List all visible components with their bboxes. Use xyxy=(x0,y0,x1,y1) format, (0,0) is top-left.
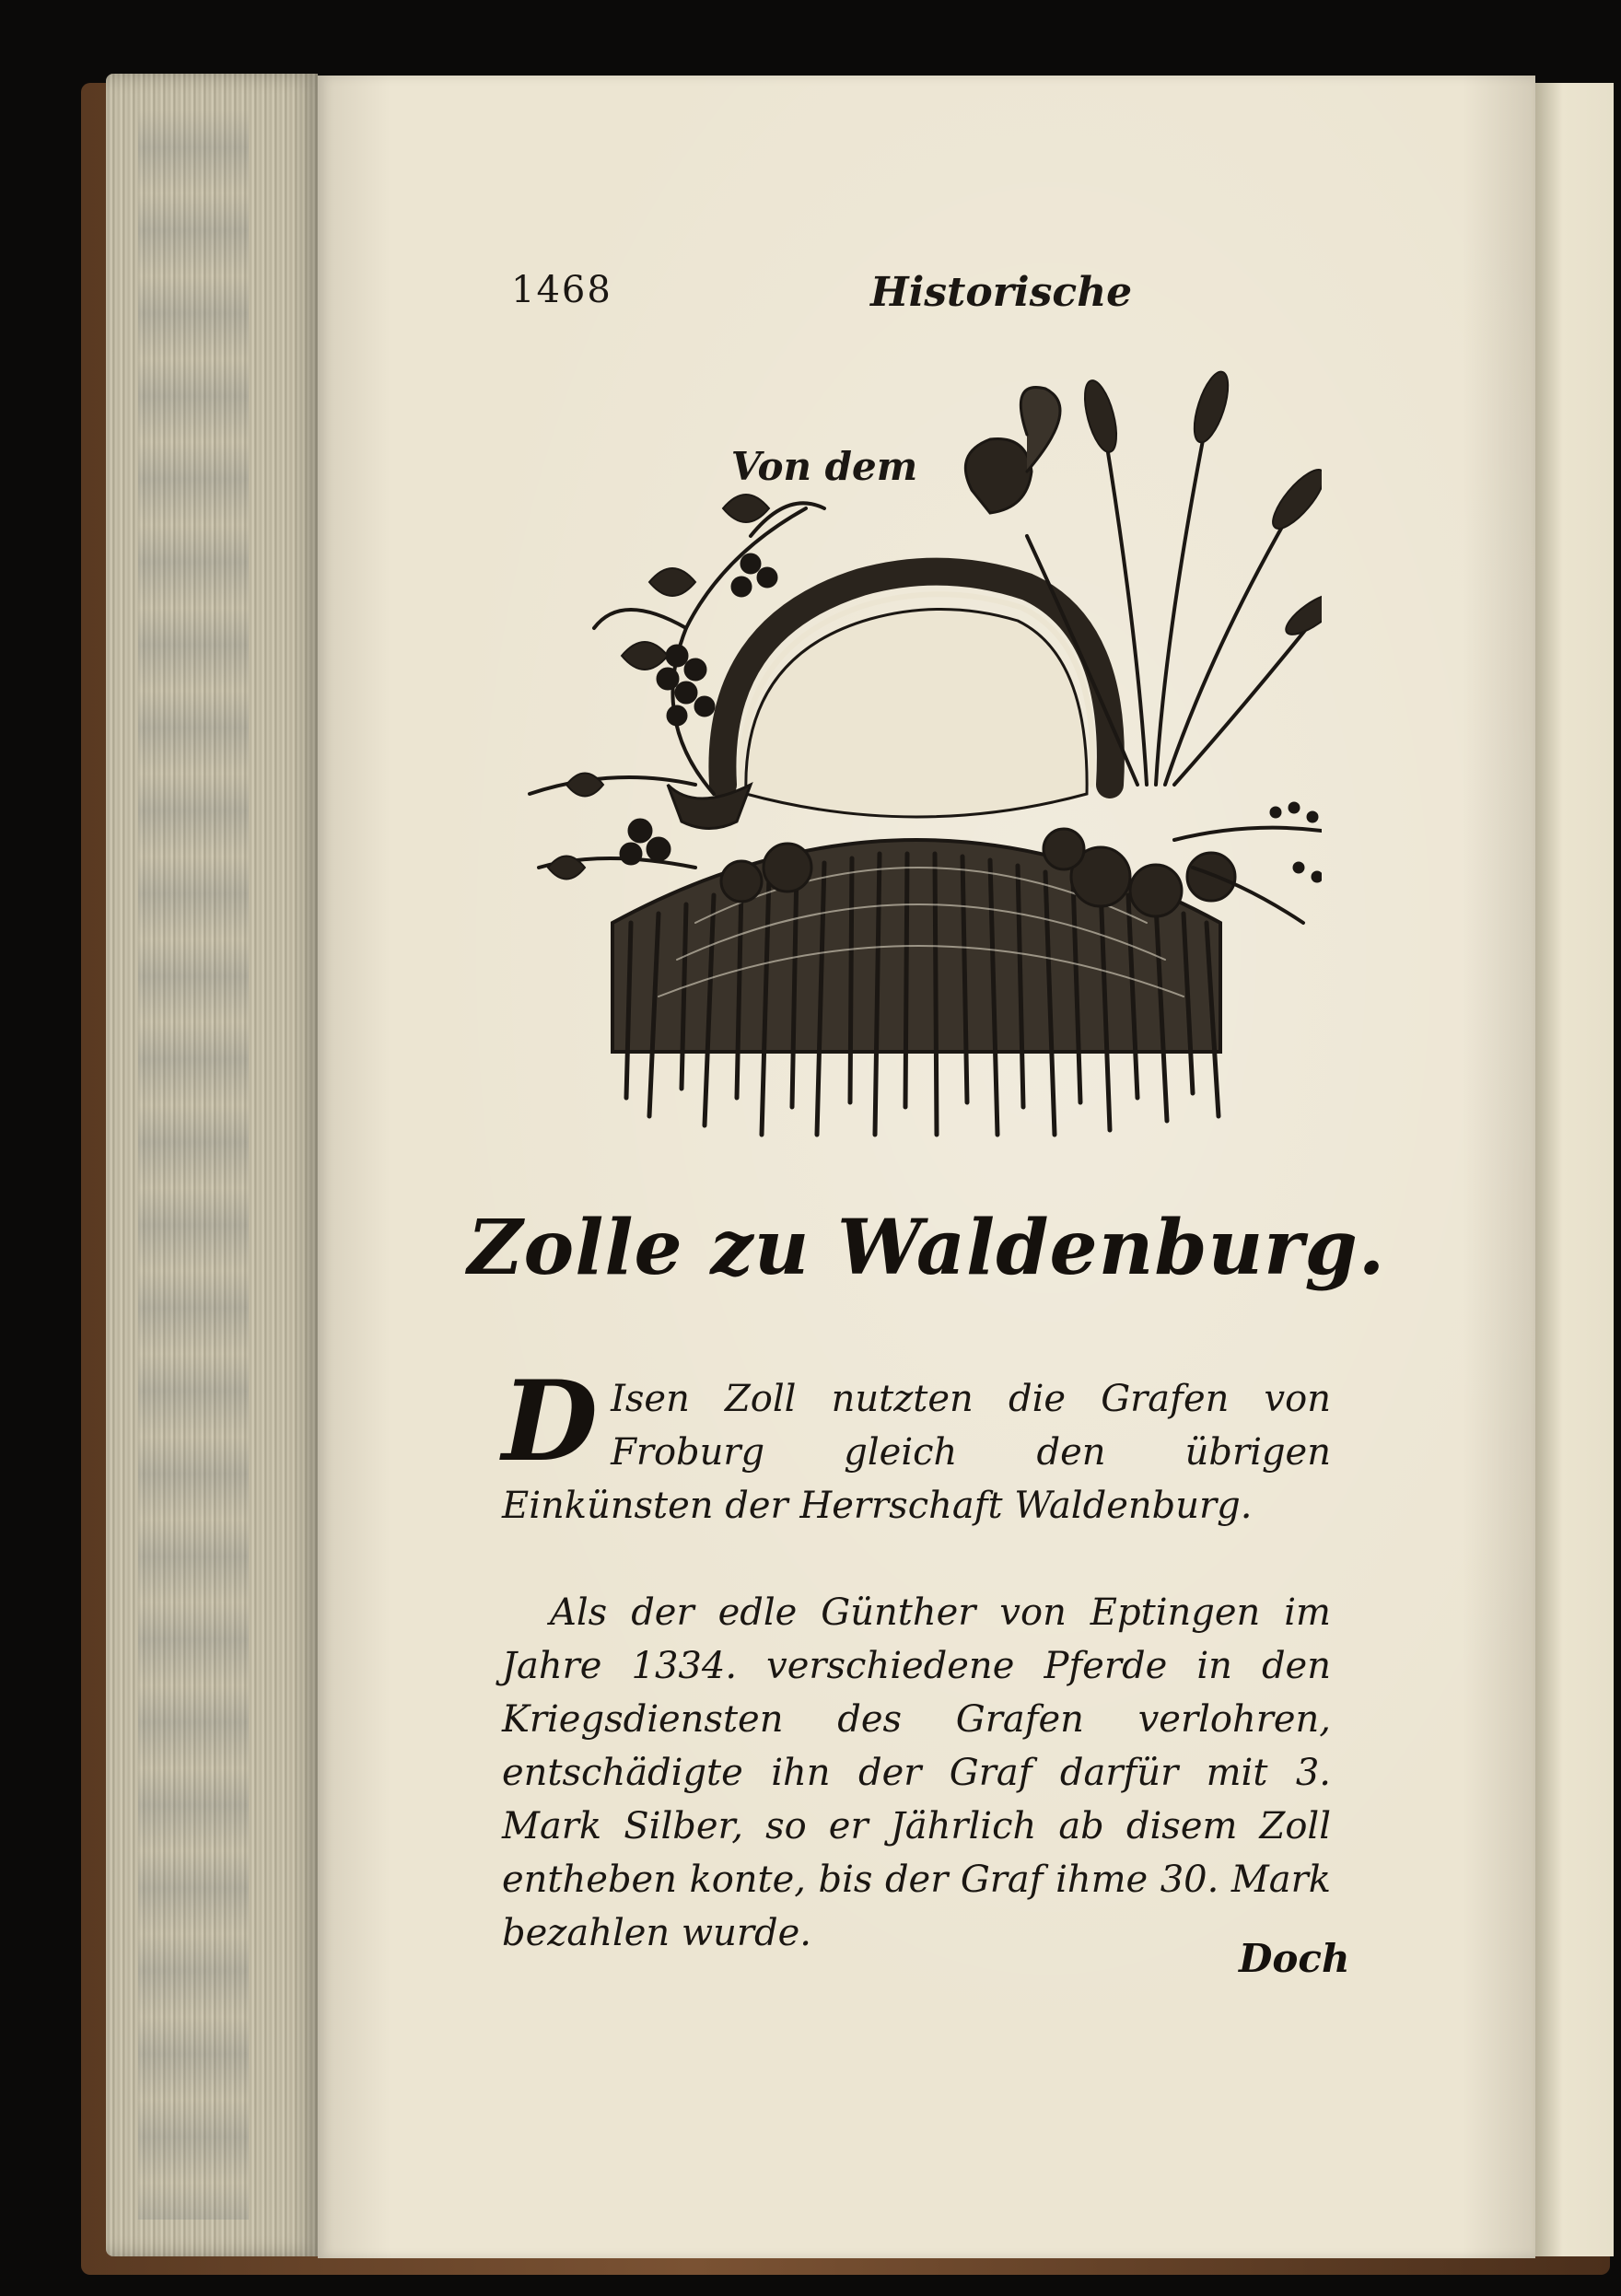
paragraph-1 xyxy=(502,1357,1331,1533)
vignette-caption: Von dem xyxy=(730,444,918,489)
book-page xyxy=(318,76,1535,2258)
drop-cap: D xyxy=(502,1357,599,1486)
page-edge-shading xyxy=(138,111,249,2220)
chapter-title: Zolle zu Waldenburg. xyxy=(467,1204,1386,1292)
paragraph-2: Als der edle Günther von Eptingen im Jahre 1334. verschiedene Pferde in den Kriegsdiensten des Grafen verlohren, entschädigte ihn der Graf darfür mit 3. Mark Silber, so er Jährlich ab disem Zoll entheben konte, bis der Graf ihme 30. Mark bezahlen wurde. xyxy=(502,1591,1331,1954)
page-number: 1468 xyxy=(511,269,612,311)
facing-page-edge xyxy=(1534,83,1614,2256)
running-title: Historische xyxy=(870,269,1133,316)
catchword: Doch xyxy=(1239,1936,1350,1981)
page-header xyxy=(318,269,1535,333)
paragraph-1-text: Isen Zoll nutzten die Grafen von Froburg gleich den übrigen Einkünsten der Herrschaft Waldenburg. xyxy=(502,1378,1331,1527)
